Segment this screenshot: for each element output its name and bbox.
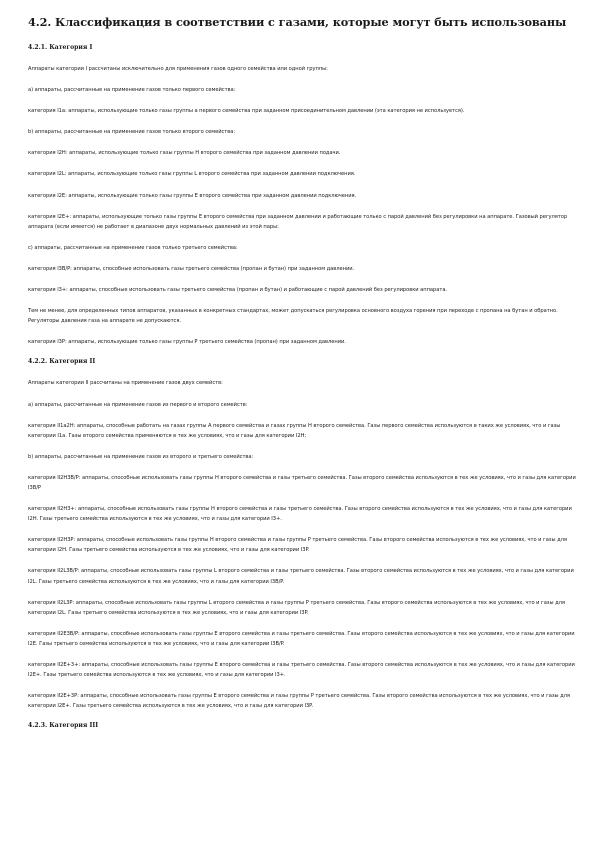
paragraph: категория II2L3B/P: аппараты, способные использовать газы группы L второго семейства и газы третьего семейства. Газы второго семейства используются в тех же условиях, что и газы для категории I2L. Газы третьего семейства используются в тех же условиях, что и газы для категории I3B/P.	[28, 568, 574, 585]
page-title: 4.2. Классификация в соответствии с газами, которые могут быть использованы	[28, 15, 567, 29]
paragraph: категория I3+: аппараты, способные использовать газы третьего семейства (пропан и бутан) и работающие с парой давлений без регулировки аппарата.	[28, 287, 448, 294]
section-heading: 4.2.1. Категория I	[28, 44, 93, 51]
section-category-2	[28, 358, 579, 711]
paragraph: категория II2H3P: аппараты, способные использовать газы группы H второго семейства и газы группы P третьего семейства. Газы второго семейства используются в тех же условиях, что и газы для категории I2H. Газы третьего семейства используются в тех же условиях, что и газы для категории I3P.	[28, 537, 567, 554]
paragraph: категория I2L: аппараты, использующие только газы группы L второго семейства при заданном давлении подключения.	[28, 171, 356, 178]
paragraph: категория I1a: аппараты, использующие только газы группы а первого семейства при заданном присоединительном давлении (эта категория не используется).	[28, 108, 465, 115]
section-category-1	[28, 44, 579, 347]
paragraph: категория II2E3B/P: аппараты, способные использовать газы группы E второго семейства и газы третьего семейства. Газы второго семейства используются в тех же условиях, что и газы для категории I2E. Газы третьего семейства используются в тех же условиях, что и газы для категории I3B/P.	[28, 630, 575, 647]
paragraph: категория II2H3B/P: аппараты, способные использовать газы группы H второго семейства и газы третьего семейства. Газы второго семейства используются в тех же условиях, что и газы для категории I3B/P	[28, 474, 576, 491]
section-category-3	[28, 722, 579, 730]
paragraph: Аппараты категории I рассчитаны исключительно для применения газов одного семейства или одной группы:	[28, 66, 328, 72]
paragraph: категория I2E: аппараты, использующие только газы группы E второго семейства при заданном давлении подключения.	[28, 192, 357, 199]
paragraph: категория II1a2H: аппараты, способные работать на газах группы A первого семейства и газах группы H второго семейства. Газы первого семейства используются в таких же условиях, что и газы категории I1a. Газы второго семейства применяются в тех же условиях, что и газы для категории I2H;	[28, 422, 561, 439]
paragraph: категория II2E+3+: аппараты, способные использовать газы группы E второго семейства и газы третьего семейства. Газы второго семейства используются в тех же условиях, что и газы для категории I2E+. Газы третьего семейства используются в тех же условиях, что и газы для категории I3+.	[28, 662, 575, 679]
paragraph: a) аппараты, рассчитанные на применение газов только первого семейства:	[28, 87, 236, 94]
paragraph: b) аппараты, рассчитанные на применение газов только второго семейства:	[28, 129, 236, 136]
paragraph: Тем не менее, для определенных типов аппаратов, указанных в конкретных стандартах, может допускаться регулировка основного воздуха горения при переходе с пропана на бутан и обратно. Регуляторы давления газа на аппарате не допускаются.	[28, 308, 558, 325]
paragraph: категория I2E+: аппараты, использующие только газы группы E второго семейства при заданном давлении и работающие только с парой давлений без регулировки на аппарате. Газовый регулятор аппарата (если имеется) не работает в диапазоне двух нормальных давлений из этой пары:	[28, 213, 568, 230]
paragraph: b) аппараты, рассчитанные на применение газов из второго и третьего семейства:	[28, 453, 254, 460]
paragraph: a) аппараты, рассчитанные на применение газов из первого и второго семейств:	[28, 401, 248, 408]
paragraph: категория I3B/P: аппараты, способные использовать газы третьего семейства (пропан и бутан) при заданном давлении.	[28, 265, 355, 272]
paragraph: c) аппараты, рассчитанные на применение газов только третьего семейства:	[28, 244, 238, 251]
paragraph: категория II2E+3P: аппараты, способные использовать газы группы E второго семейства и газы группы P третьего семейства. Газы второго семейства используются в тех же условиях, что и газы для категории I2E+. Газы третьего семейства используются в тех же условиях, что и газы для категории I3P.	[28, 693, 570, 710]
paragraph: категория II2H3+: аппараты, способные использовать газы группы H второго семейства и газы третьего семейства. Газы второго семейства используются в тех же условиях, что и газы для категории I2H. Газы третьего семейства используются в тех же условиях, что и газы для категории I3+.	[28, 506, 572, 523]
paragraph: категория I3P: аппараты, использующие только газы группы P третьего семейства (пропан) при заданном давлении.	[28, 339, 346, 346]
section-heading: 4.2.3. Категория III	[28, 722, 99, 730]
paragraph: категория I2H: аппараты, использующие только газы группы H второго семейства при заданном давлении подачи.	[28, 150, 341, 157]
section-heading: 4.2.2. Категория II	[28, 358, 96, 366]
paragraph: Аппараты категории II рассчитаны на применение газов двух семейств:	[28, 380, 223, 387]
paragraph: категория II2L3P: аппараты, способные использовать газы группы L второго семейства и газы группы P третьего семейства. Газы второго семейства используются в тех же условиях, что и газы для категории I2L. Газы третьего семейства используются в тех же условиях, что и газы для категории I3P.	[28, 599, 565, 616]
